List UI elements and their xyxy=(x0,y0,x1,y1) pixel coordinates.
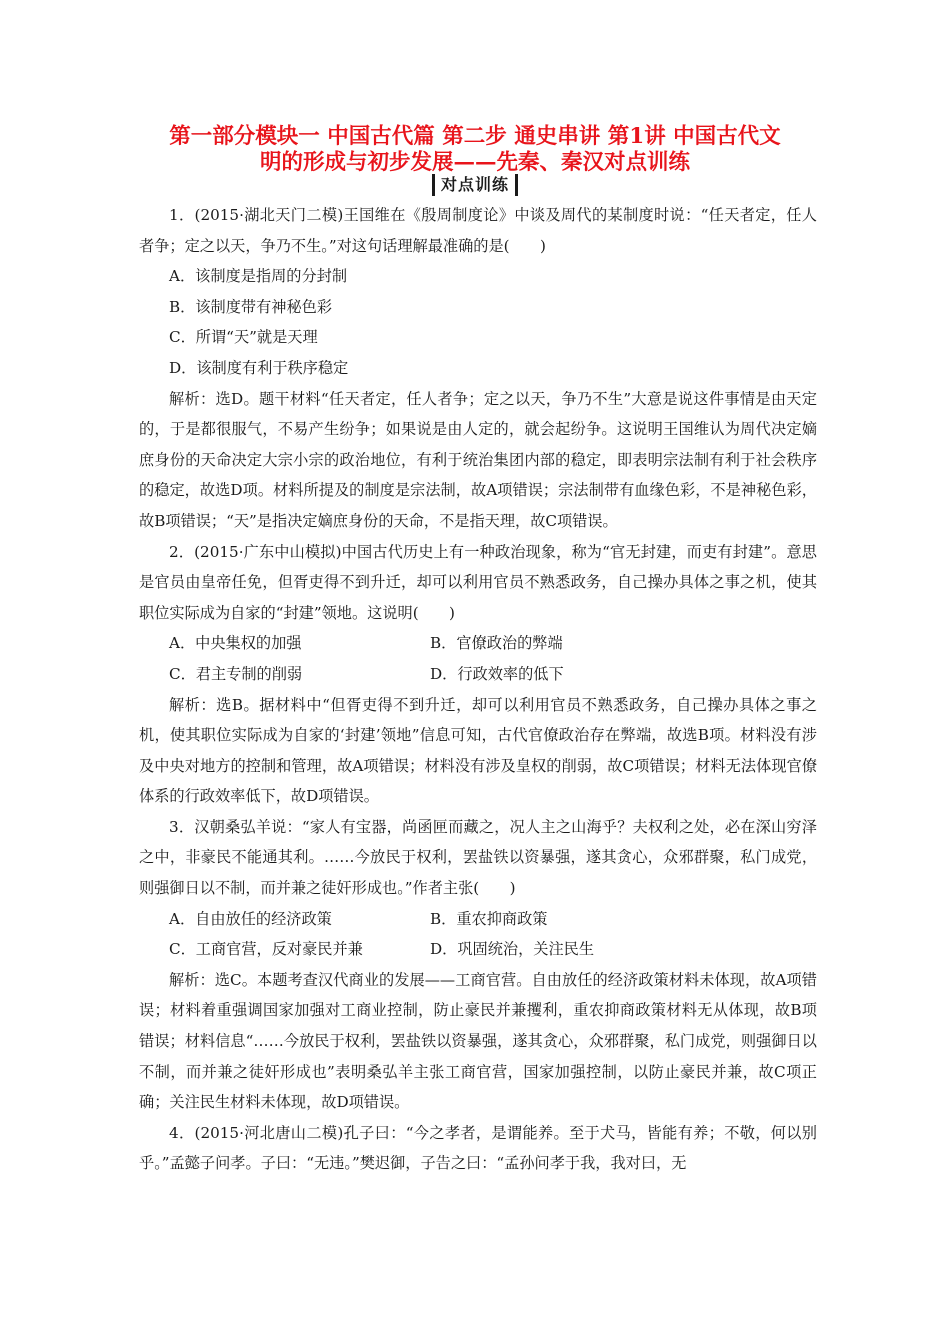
question-2-options-row-1 xyxy=(139,628,817,659)
section-badge-container xyxy=(0,174,950,196)
question-1-analysis: 解析：选D。题干材料“任天者定，任人者争；定之以天，争乃不生”大意是说这件事情是由天定的，于是都很服气，不易产生纷争；如果说是由人定的，就会起纷争。这说明王国维认为周代决定嫡庶身份的天命决定大宗小宗的政治地位，有利于统治集团内部的稳定，即表明宗法制有利于社会秩序的稳定，故选D项。材料所提及的制度是宗法制，故A项错误；宗法制带有血缘色彩，不是神秘色彩，故B项错误；“天”是指决定嫡庶身份的天命，不是指天理，故C项错误。 xyxy=(139,389,817,530)
question-2-option-c: C．君主专制的削弱 xyxy=(169,664,303,683)
question-2-option-d: D．行政效率的低下 xyxy=(430,664,564,683)
question-1-stem: 1．(2015·湖北天门二模)王国维在《殷周制度论》中谈及周代的某制度时说：“任天者定，任人者争；定之以天，争乃不生。”对这句话理解最准确的是( ) xyxy=(139,206,817,255)
question-3-options-row-1 xyxy=(139,904,817,935)
section-badge: 对点训练 xyxy=(432,174,518,196)
question-3-options-row-2 xyxy=(139,934,817,965)
question-3-option-c: C．工商官营，反对豪民并兼 xyxy=(169,940,363,959)
question-3-stem: 3．汉朝桑弘羊说：“家人有宝器，尚函匣而藏之，况人主之山海乎？夫权利之处，必在深山穷泽之中，非豪民不能通其利。……今放民于权利，罢盐铁以资暴强，遂其贪心，众邪群聚，私门成党，则强御日以不制，而并兼之徒奸形成也。”作者主张( ) xyxy=(139,817,817,898)
document-body xyxy=(139,200,817,1179)
page-title-line-2: 明的形成与初步发展——先秦、秦汉对点训练 xyxy=(259,150,690,175)
question-1-option-b: B．该制度带有神秘色彩 xyxy=(169,297,333,316)
question-3-option-b: B．重农抑商政策 xyxy=(430,909,548,928)
question-2-stem: 2．(2015·广东中山模拟)中国古代历史上有一种政治现象，称为“官无封建，而吏有封建”。意思是官员由皇帝任免，但胥吏得不到升迁，却可以利用官员不熟悉政务，自己操办具体之事之机，使其职位实际成为自家的“封建”领地。这说明( ) xyxy=(139,542,817,622)
question-3-analysis: 解析：选C。本题考查汉代商业的发展——工商官营。自由放任的经济政策材料未体现，故A项错误；材料着重强调国家加强对工商业控制，防止豪民并兼攫利，重农抑商政策材料无从体现，故B项错误；材料信息“……今放民于权利，罢盐铁以资暴强，遂其贪心，众邪群聚，私门成党，则强御日以不制，而并兼之徒奸形成也”表明桑弘羊主张工商官营，国家加强控制，以防止豪民并兼，故C项正确；关注民生材料未体现，故D项错误。 xyxy=(139,970,817,1112)
page-title-line-1: 第一部分模块一 中国古代篇 第二步 通史串讲 第1讲 中国古代文 xyxy=(169,124,781,149)
question-2-options-row-2 xyxy=(139,659,817,690)
question-3-option-d: D．巩固统治，关注民生 xyxy=(430,940,595,959)
question-1-option-a: A．该制度是指周的分封制 xyxy=(169,267,348,286)
question-3-option-a: A．自由放任的经济政策 xyxy=(169,909,332,928)
question-1-option-d: D．该制度有利于秩序稳定 xyxy=(169,358,349,377)
question-2-option-b: B．官僚政治的弊端 xyxy=(430,634,563,653)
question-1-option-c: C．所谓“天”就是天理 xyxy=(169,328,318,347)
question-4-stem: 4．(2015·河北唐山二模)孔子曰：“今之孝者，是谓能养。至于犬马，皆能有养；不敬，何以别乎。”孟懿子问孝。子曰：“无违。”樊迟御，子告之曰：“孟孙问孝于我，我对曰，无 xyxy=(139,1123,817,1173)
question-2-option-a: A．中央集权的加强 xyxy=(169,634,302,653)
question-2-analysis: 解析：选B。据材料中“但胥吏得不到升迁，却可以利用官员不熟悉政务，自己操办具体之事之机，使其职位实际成为自家的‘封建’领地”信息可知，古代官僚政治存在弊端，故选B项。材料没有涉及中央对地方的控制和管理，故A项错误；材料没有涉及皇权的削弱，故C项错误；材料无法体现官僚体系的行政效率低下，故D项错误。 xyxy=(139,695,817,806)
